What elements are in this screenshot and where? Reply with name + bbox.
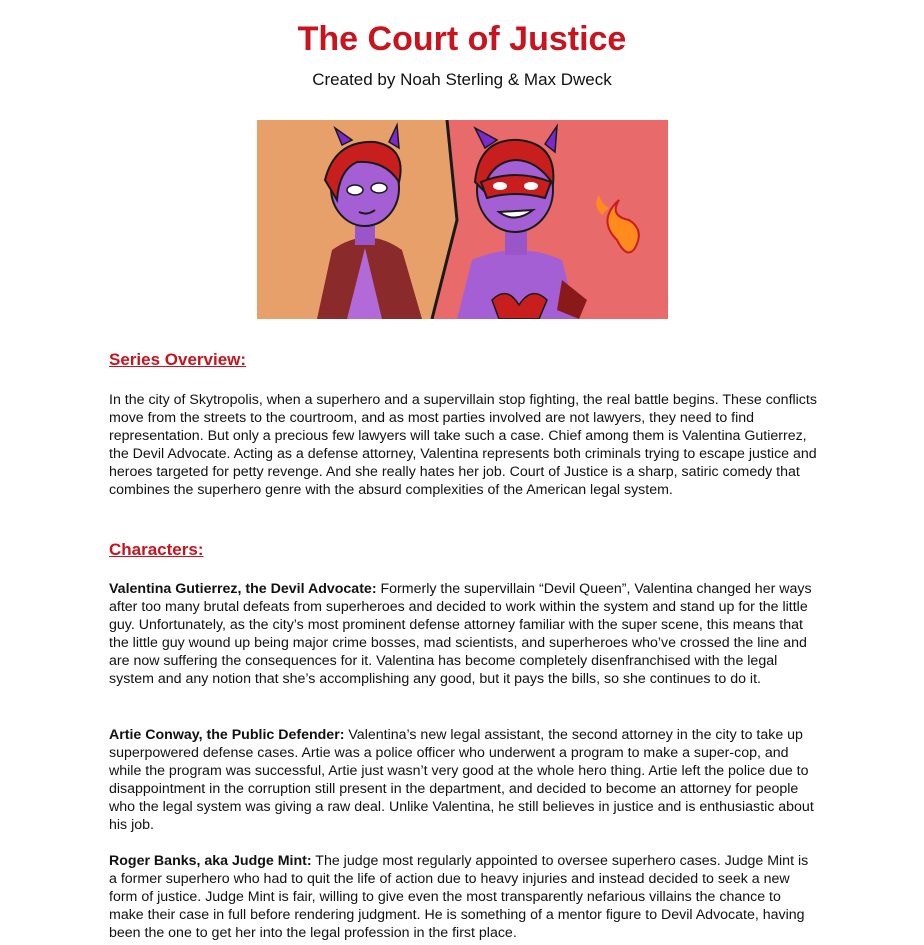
character-name: Valentina Gutierrez, the Devil Advocate: bbox=[109, 581, 377, 597]
cover-illustration bbox=[257, 120, 668, 319]
character-entry bbox=[109, 580, 817, 688]
character-description: Formerly the supervillain “Devil Queen”, Valentina changed her ways after too many brutal defeats from superheroes and decided to work within the system and stand up for the little guy. Unfortunately, as the city’s most prominent defense attorney familiar with the super scene, this means that the little guy wound up being major crime bosses, mad scientists, and superheroes who’ve crossed the line and are now suffering the consequences for it. Valentina has become completely disenfranchised with the legal system and any notion that she’s accomplishing any good, but it pays the bills, so she continues to do it. bbox=[109, 581, 812, 687]
character-name: Artie Conway, the Public Defender: bbox=[109, 727, 345, 743]
series-overview-body: In the city of Skytropolis, when a superhero and a supervillain stop fighting, the real battle begins. These conflicts move from the streets to the courtroom, and as most parties involved are not lawyers, they need to find representation. But only a precious few lawyers will take such a case. Chief among them is Valentina Gutierrez, the Devil Advocate. Acting as a defense attorney, Valentina represents both criminals trying to escape justice and heroes targeted for petty revenge. And she really hates her job. Court of Justice is a sharp, satiric comedy that combines the superhero genre with the absurd complexities of the American legal system. bbox=[109, 392, 817, 498]
document-title: The Court of Justice bbox=[297, 20, 627, 58]
character-entry bbox=[109, 852, 817, 942]
character-name: Roger Banks, aka Judge Mint: bbox=[109, 853, 312, 869]
character-description: The judge most regularly appointed to oversee superhero cases. Judge Mint is a former superhero who had to quit the life of action due to heavy injuries and instead decided to seek a new form of justice. Judge Mint is fair, willing to give even the most transparently nefarious villains the chance to make their case in full before rendering judgment. He is something of a mentor figure to Devil Advocate, having been the one to get her into the legal profession in the first place. bbox=[109, 853, 809, 941]
series-overview-heading: Series Overview: bbox=[109, 350, 247, 369]
character-entry bbox=[109, 726, 817, 834]
byline: Created by Noah Sterling & Max Dweck bbox=[312, 70, 612, 89]
two-characters-illustration-icon bbox=[257, 120, 668, 319]
character-description: Valentina’s new legal assistant, the second attorney in the city to take up superpowered defense cases. Artie was a police officer who underwent a program to make a super-cop, and while the program was successful, Artie just wasn’t very good at the whole hero thing. Artie left the police due to disappointment in the corruption still present in the department, and decided to become an attorney for people who the legal system was giving a raw deal. Unlike Valentina, he still believes in justice and is enthusiastic about his job. bbox=[109, 727, 814, 833]
characters-heading: Characters: bbox=[109, 540, 204, 559]
